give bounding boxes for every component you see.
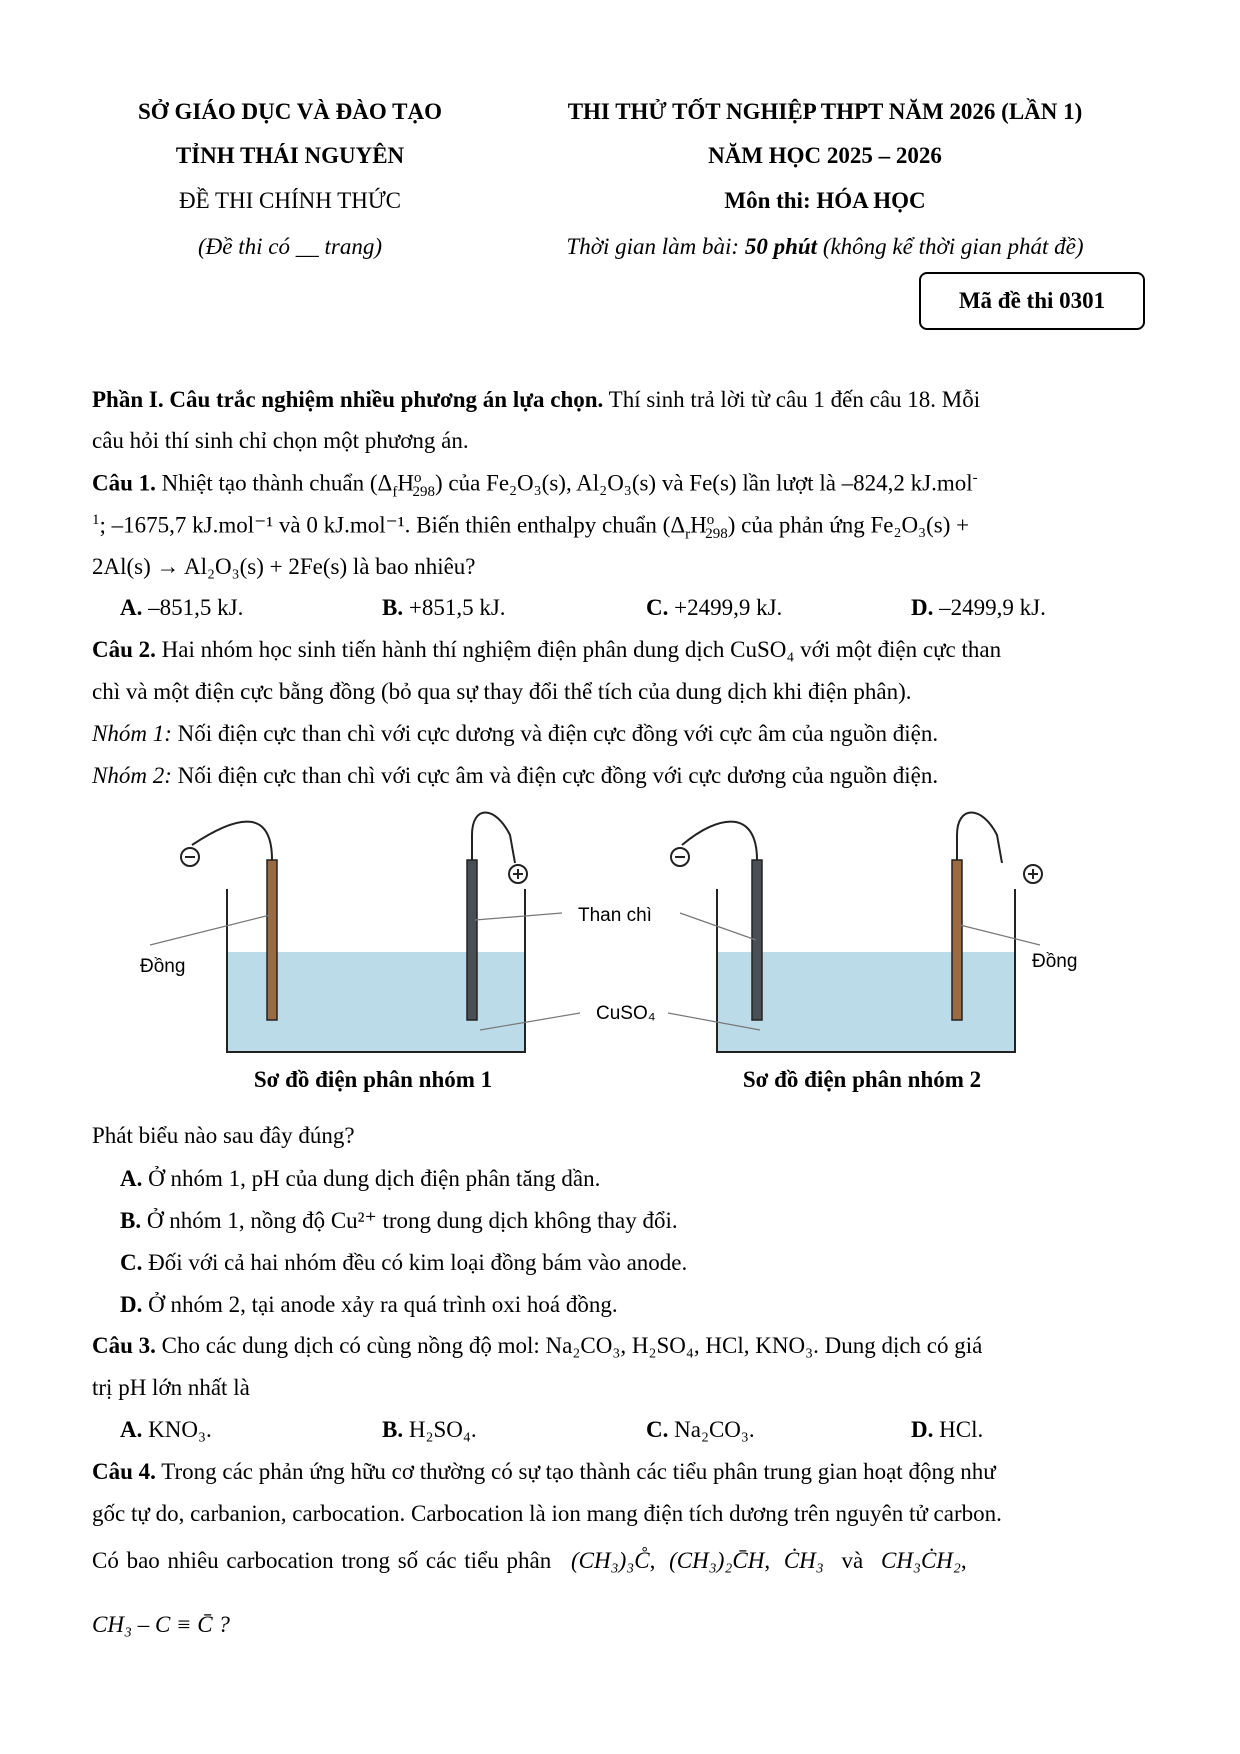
- q4-label: Câu 4.: [92, 1459, 156, 1484]
- exam-code: Mã đề thi 0301: [919, 272, 1145, 330]
- q4-text-1: Trong các phản ứng hữu cơ thường có sự tạo thành các tiểu phân trung gian hoạt động như: [155, 1459, 996, 1484]
- q2-option-c[interactable]: [120, 1250, 687, 1276]
- option-key: A.: [120, 1417, 143, 1442]
- option-text: H₂SO₄.: [403, 1417, 477, 1442]
- q2-label: Câu 2.: [92, 637, 156, 662]
- wire-negative-1: [192, 822, 272, 860]
- wire-negative-2: [682, 822, 757, 860]
- header-right-2: NĂM HỌC 2025 – 2026: [708, 143, 942, 168]
- time-value: 50 phút: [744, 234, 818, 259]
- q1-sup-minus: -: [972, 470, 978, 486]
- q1-option-b[interactable]: [382, 595, 506, 621]
- species-1: (CH₃)₃C̊: [571, 1548, 650, 1573]
- q1-sup-one: 1: [92, 512, 100, 528]
- label-copper-1: Đồng: [140, 956, 186, 977]
- q1-text-f: ) của phản ứng Fe₂O₃(s) +: [727, 512, 970, 538]
- species-3: ĊH₃: [783, 1548, 824, 1573]
- label-solution: CuSO₄: [596, 1003, 656, 1024]
- q1-text-e: H: [690, 512, 707, 538]
- q3-text-1: Cho các dung dịch có cùng nồng độ mol: Na₂CO₃, H₂SO₄, HCl, KNO₃. Dung dịch có giá: [155, 1333, 983, 1358]
- q2-group-1: [92, 721, 938, 747]
- q2-option-b[interactable]: [120, 1208, 678, 1234]
- time-label: Thời gian làm bài:: [566, 234, 745, 259]
- q1-option-c[interactable]: [646, 595, 782, 621]
- subject-label: Môn thi:: [724, 188, 817, 213]
- q1-text-b: H: [397, 470, 414, 496]
- group-1-text: Nối điện cực than chì với cực dương và điện cực đồng với cực âm của nguồn điện.: [171, 721, 939, 746]
- q4-line-2: gốc tự do, carbanion, carbocation. Carbocation là ion mang điện tích dương trên nguyên tử carbon.: [92, 1501, 1002, 1526]
- q1-option-a[interactable]: [120, 595, 243, 621]
- q2-line-1: [92, 637, 1001, 663]
- option-text: KNO₃.: [142, 1417, 212, 1442]
- option-key: C.: [646, 1417, 669, 1442]
- q4-line-3: [92, 1548, 967, 1574]
- time-note: (không kể thời gian phát đề): [817, 234, 1084, 259]
- header-right-3: [505, 188, 1145, 214]
- copper-electrode-1: [267, 860, 277, 1020]
- q2-group-2: [92, 763, 938, 789]
- q2-option-a[interactable]: [120, 1166, 600, 1192]
- option-text: Ở nhóm 1, nồng độ Cu²⁺ trong dung dịch không thay đổi.: [141, 1208, 678, 1233]
- label-copper-2: Đồng: [1032, 951, 1078, 972]
- option-key: C.: [120, 1250, 143, 1275]
- option-key: D.: [911, 595, 934, 620]
- caption-group-1: Sơ đồ điện phân nhóm 1: [253, 1067, 493, 1092]
- q1-line-3: 2Al(s) → Al₂O₃(s) + 2Fe(s) là bao nhiêu?: [92, 554, 476, 579]
- q1-text-c: ) của Fe₂O₃(s), Al₂O₃(s) và Fe(s) lần lượt là –824,2 kJ.mol: [434, 470, 973, 496]
- q1-sub-298-2: 298: [705, 526, 728, 543]
- species-4: CH₃ĊH₂: [881, 1548, 961, 1573]
- species-2: (CH₃)₂C̄H: [669, 1548, 765, 1573]
- option-text: –2499,9 kJ.: [933, 595, 1046, 620]
- q2-text-1: Hai nhóm học sinh tiến hành thí nghiệm điện phân dung dịch CuSO₄ với một điện cực than: [155, 637, 1002, 662]
- header-left-1: SỞ GIÁO DỤC VÀ ĐÀO TẠO: [138, 99, 442, 124]
- label-graphite: Than chì: [578, 905, 652, 926]
- separator: ,: [764, 1548, 771, 1573]
- q4-text-3: Có bao nhiêu carbocation trong số các tiểu phân: [92, 1548, 552, 1573]
- header-left-4: (Đề thi có __ trang): [198, 234, 382, 259]
- q3-option-c[interactable]: [646, 1417, 755, 1443]
- electrolysis-diagram: [120, 805, 1120, 1100]
- option-key: A.: [120, 595, 143, 620]
- caption-group-2: Sơ đồ điện phân nhóm 2: [742, 1067, 982, 1092]
- species-5: CH₃ – C ≡ C̄ ?: [92, 1612, 230, 1637]
- option-text: Đối với cả hai nhóm đều có kim loại đồng bám vào anode.: [142, 1250, 688, 1275]
- leader-copper-2: [960, 925, 1040, 945]
- copper-electrode-2: [952, 860, 962, 1020]
- q1-line-1: [92, 470, 978, 501]
- option-text: Na₂CO₃.: [668, 1417, 755, 1442]
- group-2-label: Nhóm 2:: [92, 763, 172, 788]
- q4-line-4: [92, 1612, 230, 1638]
- q3-line-2: trị pH lớn nhất là: [92, 1375, 250, 1400]
- option-key: C.: [646, 595, 669, 620]
- option-key: D.: [911, 1417, 934, 1442]
- q1-sub-f: f: [392, 484, 398, 501]
- option-key: B.: [382, 1417, 404, 1442]
- wire-positive-1: [472, 813, 515, 864]
- q1-sup-o-2: o: [706, 512, 715, 528]
- option-text: +851,5 kJ.: [403, 595, 506, 620]
- q2-line-2: chì và một điện cực bằng đồng (bỏ qua sự thay đổi thể tích của dung dịch khi điện phân).: [92, 679, 912, 704]
- q1-label: Câu 1.: [92, 470, 156, 496]
- option-text: +2499,9 kJ.: [668, 595, 783, 620]
- q2-question: Phát biểu nào sau đây đúng?: [92, 1123, 355, 1148]
- leader-copper-1: [150, 915, 270, 945]
- option-text: –851,5 kJ.: [142, 595, 244, 620]
- part1-intro-2: câu hỏi thí sinh chỉ chọn một phương án.: [92, 428, 469, 453]
- option-key: B.: [120, 1208, 142, 1233]
- q1-sub-r: r: [685, 526, 691, 543]
- option-key: D.: [120, 1292, 143, 1317]
- q3-option-a[interactable]: [120, 1417, 212, 1443]
- q1-sup-o: o: [413, 470, 422, 486]
- header-left-2: TỈNH THÁI NGUYÊN: [175, 143, 405, 168]
- q4-conj: và: [841, 1548, 864, 1573]
- q1-line-2: [92, 512, 969, 543]
- header-right-4: [505, 234, 1145, 260]
- group-1-label: Nhóm 1:: [92, 721, 172, 746]
- q1-sub-298: 298: [412, 484, 435, 501]
- q1-text-a: Nhiệt tạo thành chuẩn (Δ: [155, 470, 393, 496]
- option-text: HCl.: [933, 1417, 984, 1442]
- q4-line-1: [92, 1459, 996, 1485]
- wire-positive-2: [957, 813, 1002, 864]
- option-key: A.: [120, 1166, 143, 1191]
- q3-option-d[interactable]: [911, 1417, 983, 1443]
- leader-graphite-1: [475, 913, 562, 920]
- option-text: Ở nhóm 1, pH của dung dịch điện phân tăng dần.: [142, 1166, 601, 1191]
- q3-line-1: [92, 1333, 982, 1359]
- part1-intro: [92, 387, 980, 413]
- part1-intro-text: Thí sinh trả lời từ câu 1 đến câu 18. Mỗi: [603, 387, 981, 412]
- group-2-text: Nối điện cực than chì với cực âm và điện cực đồng với cực dương của nguồn điện.: [171, 763, 939, 788]
- subject-name: HÓA HỌC: [816, 188, 926, 213]
- separator: ,: [649, 1548, 656, 1573]
- q3-label: Câu 3.: [92, 1333, 156, 1358]
- q1-option-d[interactable]: [911, 595, 1046, 621]
- option-key: B.: [382, 595, 404, 620]
- separator: ,: [960, 1548, 967, 1573]
- q2-option-d[interactable]: [120, 1292, 618, 1318]
- q1-text-d: ; –1675,7 kJ.mol⁻¹ và 0 kJ.mol⁻¹. Biến thiên enthalpy chuẩn (Δ: [99, 512, 686, 538]
- header-left-3: ĐỀ THI CHÍNH THỨC: [178, 188, 402, 213]
- header-right-1: THI THỬ TỐT NGHIỆP THPT NĂM 2026 (LẦN 1): [567, 99, 1083, 124]
- option-text: Ở nhóm 2, tại anode xảy ra quá trình oxi hoá đồng.: [142, 1292, 618, 1317]
- q3-option-b[interactable]: [382, 1417, 477, 1443]
- graphite-electrode-2: [752, 860, 762, 1020]
- graphite-electrode-1: [467, 860, 477, 1020]
- part1-title: Phần I. Câu trắc nghiệm nhiều phương án lựa chọn.: [92, 387, 604, 412]
